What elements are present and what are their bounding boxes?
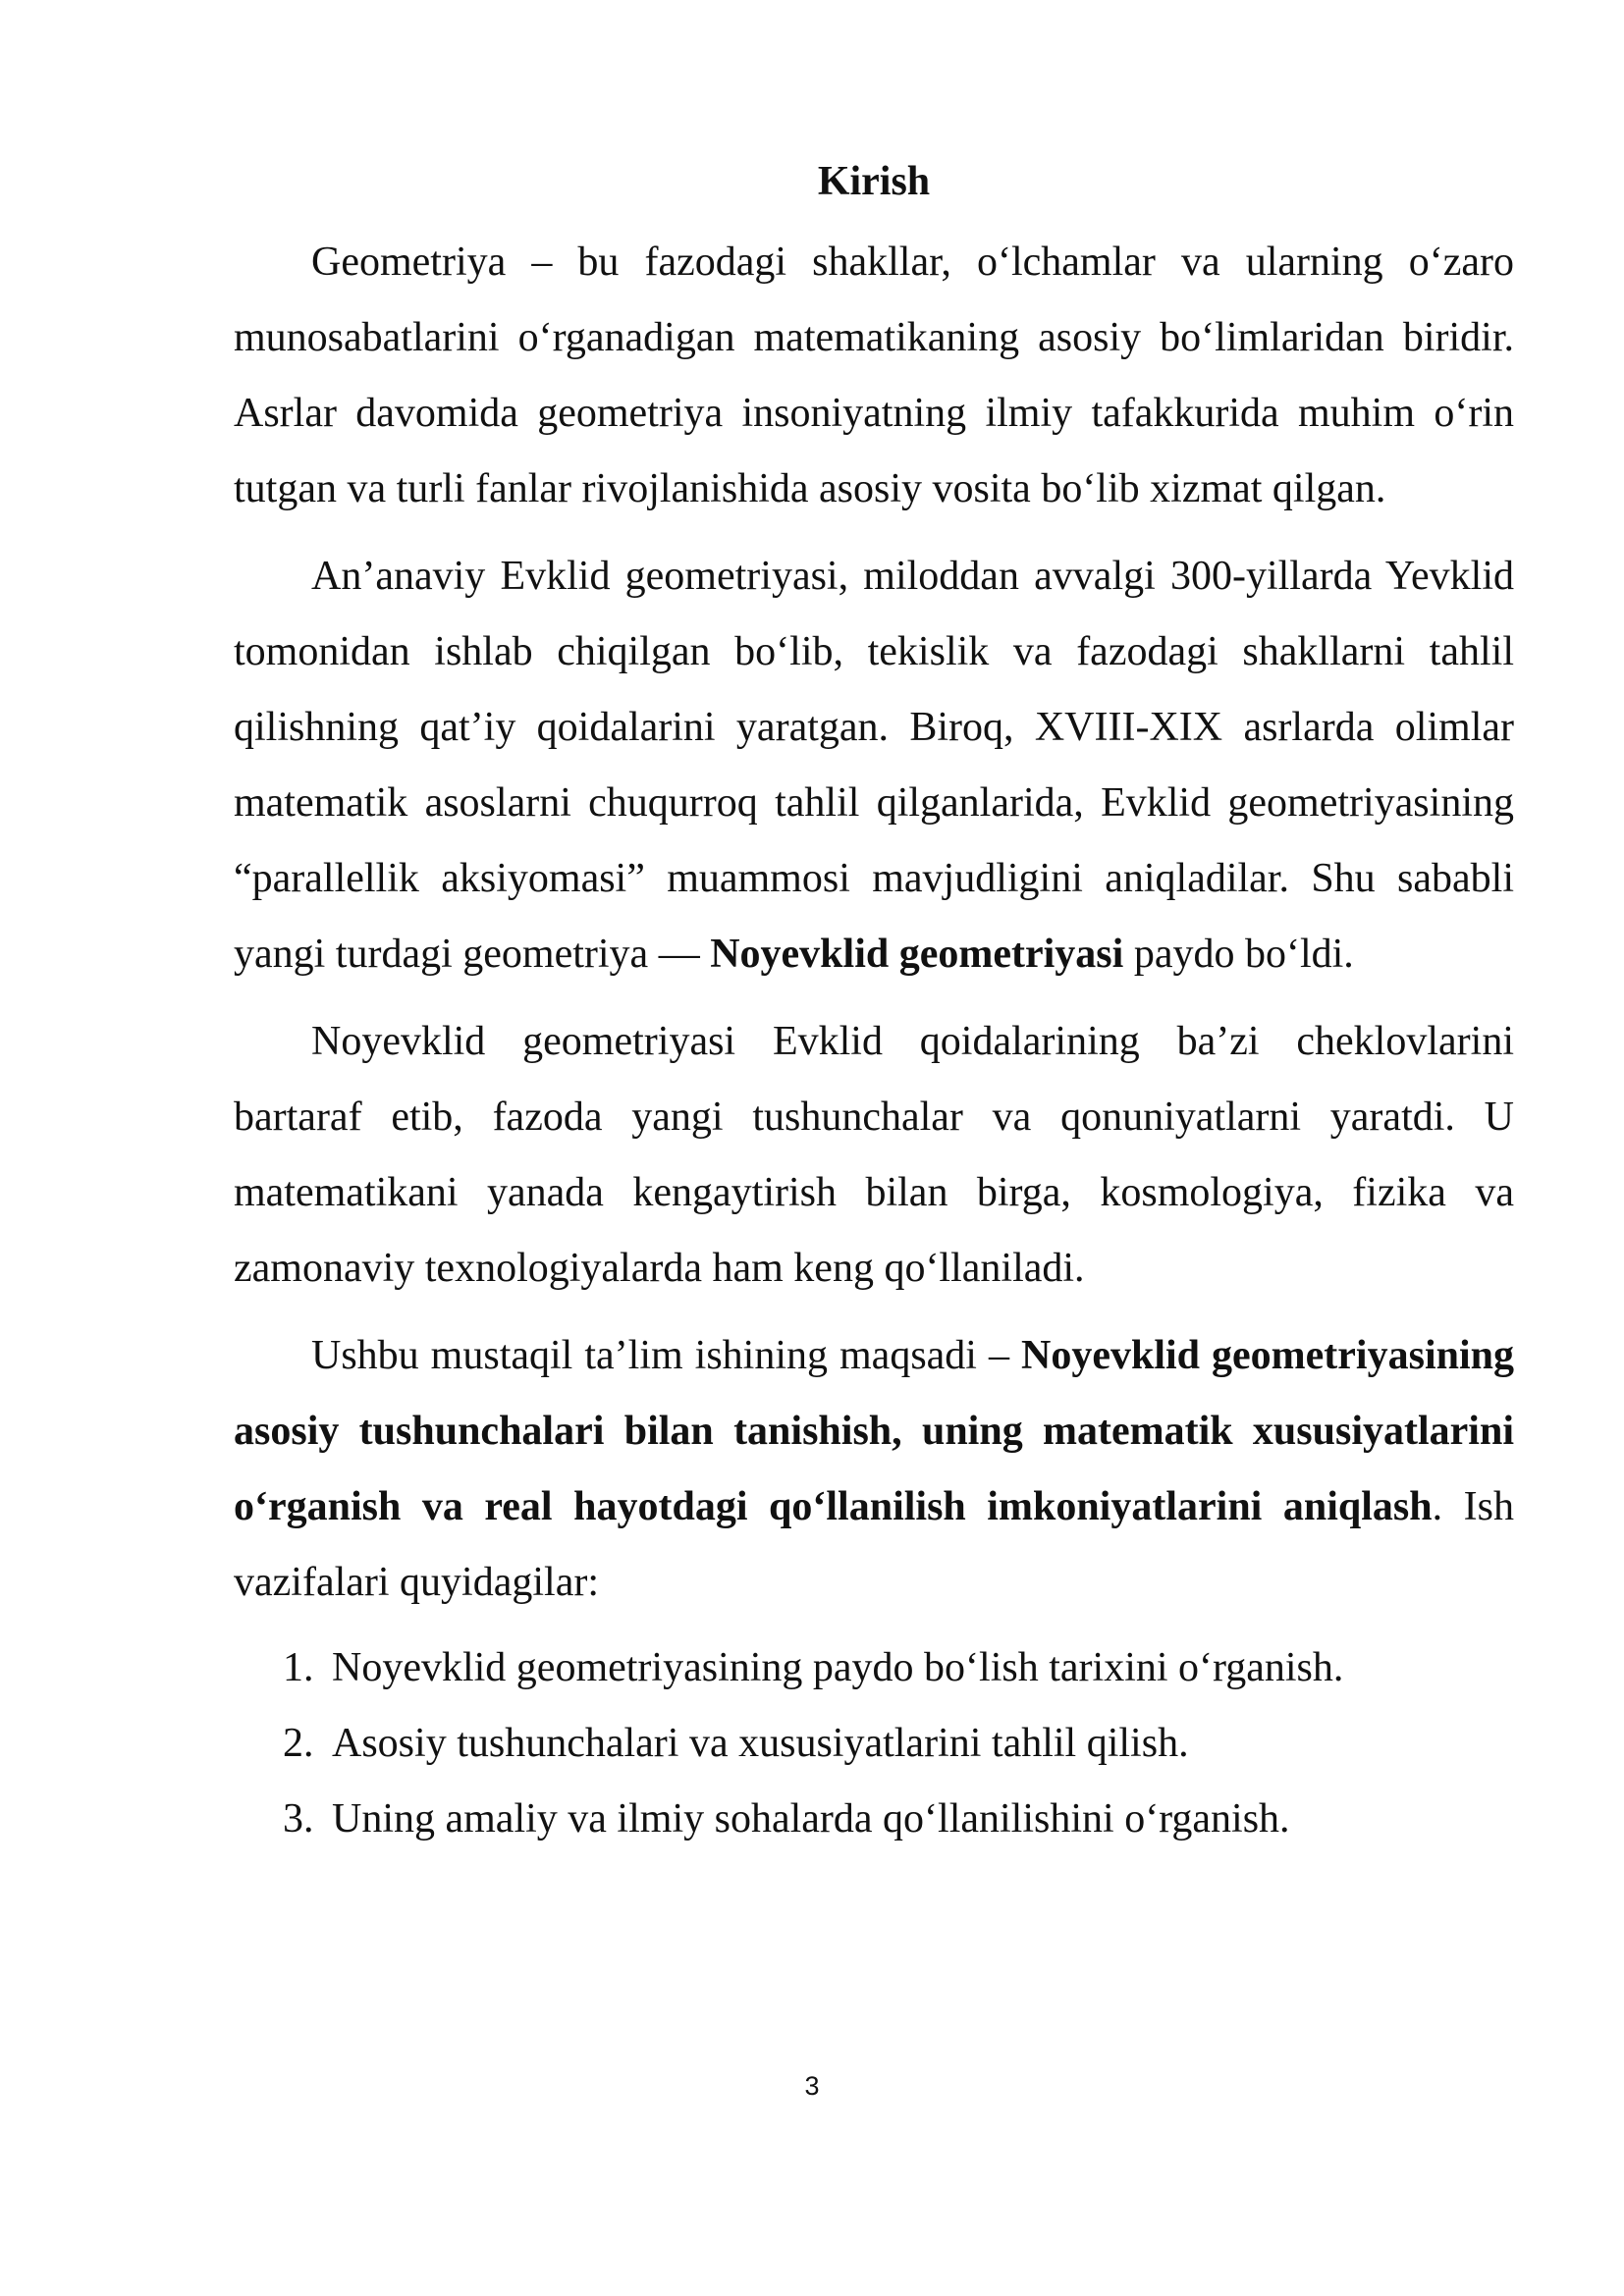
paragraph-goal-text: Ushbu mustaqil ta’lim ishining maqsadi – (311, 1333, 1009, 1378)
task-text: Noyevklid geometriyasining paydo bo‘lish tarixini o‘rganish. (332, 1645, 1344, 1690)
page-number: 3 (804, 2071, 820, 2101)
task-item (234, 1782, 1514, 1857)
paragraph-history (234, 539, 1514, 992)
paragraph-goal-bold: Noyevklid geometriyasining asosiy tushunchalari bilan tanishish, uning matematik xususiyatlarini o‘rganish va real hayotdagi qo‘llanilish imkoniyatlarini aniqlash (234, 1333, 1514, 1529)
task-text: Asosiy tushunchalari va xususiyatlarini tahlil qilish. (332, 1721, 1189, 1766)
task-item (234, 1706, 1514, 1782)
task-number: 1. (283, 1645, 314, 1690)
paragraph-goal (234, 1318, 1514, 1621)
paragraph-history-tail: paydo bo‘ldi. (1133, 932, 1354, 977)
task-number: 2. (283, 1721, 314, 1766)
section-title: Kirish (817, 159, 931, 204)
paragraph-goal-tail: . Ish vazifalari quyidagilar: (234, 1484, 1514, 1605)
paragraph-history-text: An’anaviy Evklid geometriyasi, miloddan avvalgi 300-yillarda Yevklid tomonidan ishlab chiqilgan bo‘lib, tekislik va fazodagi shakllarni tahlil qilishning qat’iy qoidalarini yaratgan. Biroq, XVIII-XIX asrlarda olimlar matematik asoslarni chuqurroq tahlil qilganlarida, Evklid geometriyasining “parallellik aksiyomasi” muammosi mavjudligini aniqladilar. Shu sababli yangi turdagi geometriya — (234, 554, 1514, 977)
task-item (234, 1630, 1514, 1706)
task-number: 3. (283, 1796, 314, 1842)
paragraph-history-bold: Noyevklid geometriyasi (710, 932, 1124, 977)
paragraph-intro: Geometriya – bu fazodagi shakllar, o‘lchamlar va ularning o‘zaro munosabatlarini o‘rganadigan matematikaning asosiy bo‘limlaridan biridir. Asrlar davomida geometriya insoniyatning ilmiy tafakkurida muhim o‘rin tutgan va turli fanlar rivojlanishida asosiy vosita bo‘lib xizmat qilgan. (234, 240, 1514, 511)
task-list (234, 1630, 1514, 1857)
document-page (234, 152, 1514, 1857)
paragraph-applications: Noyevklid geometriyasi Evklid qoidalarining ba’zi cheklovlarini bartaraf etib, fazoda yangi tushunchalar va qonuniyatlarni yaratdi. U matematikani yanada kengaytirish bilan birga, kosmologiya, fizika va zamonaviy texnologiyalarda ham keng qo‘llaniladi. (234, 1019, 1514, 1291)
task-text: Uning amaliy va ilmiy sohalarda qo‘llanilishini o‘rganish. (332, 1796, 1290, 1842)
